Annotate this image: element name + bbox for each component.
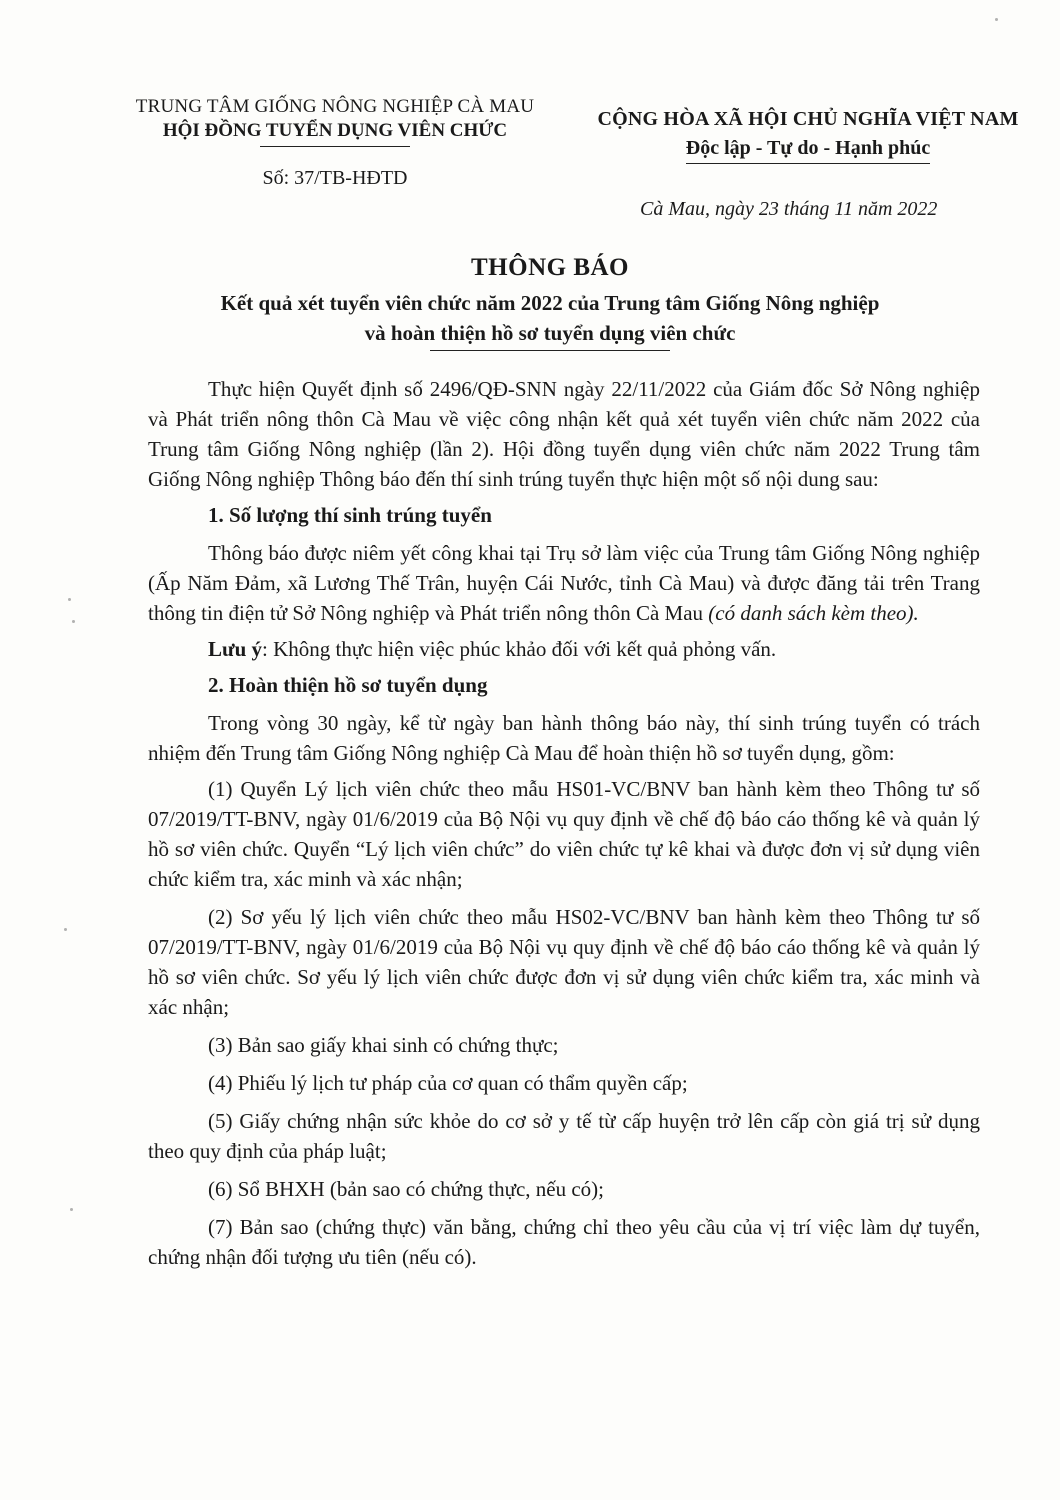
document-number: Số: 37/TB-HĐTD	[262, 167, 408, 189]
section-2-heading: 2. Hoàn thiện hồ sơ tuyển dụng	[208, 673, 488, 697]
national-title: CỘNG HÒA XÃ HỘI CHỦ NGHĨA VIỆT NAM	[597, 108, 1019, 130]
subtitle-underline	[430, 350, 670, 351]
document-subtitle	[150, 288, 950, 348]
subtitle-line-2: và hoàn thiện hồ sơ tuyển dụng viên chức	[364, 321, 736, 345]
scan-speck	[995, 18, 998, 21]
national-header	[578, 108, 1038, 164]
intro-paragraph: Thực hiện Quyết định số 2496/QĐ-SNN ngày 22/11/2022 của Giám đốc Sở Nông nghiệp và Phát triển nông thôn Cà Mau về việc công nhận kết quả xét tuyển viên chức năm 2022 của Trung tâm Giống Nông nghiệp (lần 2). Hội đồng tuyển dụng viên chức năm 2022 Trung tâm Giống Nông nghiệp Thông báo đến thí sinh trúng tuyển thực hiện một số nội dung sau:	[148, 377, 980, 491]
section-2-paragraph: Trong vòng 30 ngày, kể từ ngày ban hành thông báo này, thí sinh trúng tuyển có trách nhiệm đến Trung tâm Giống Nông nghiệp Cà Mau để hoàn thiện hồ sơ tuyển dụng, gồm:	[148, 711, 980, 765]
scan-speck	[70, 1208, 73, 1211]
title-block	[150, 254, 950, 351]
section-1-text: Thông báo được niêm yết công khai tại Trụ sở làm việc của Trung tâm Giống Nông nghiệp (Ấp Năm Đảm, xã Lương Thế Trân, huyện Cái Nước, tỉnh Cà Mau) và được đăng tải trên Trang thông tin điện tử Sở Nông nghiệp và Phát triển nông thôn Cà Mau	[148, 541, 980, 625]
issuer-underline	[260, 146, 410, 147]
note-text: : Không thực hiện việc phúc khảo đối với kết quả phỏng vấn.	[262, 637, 777, 661]
issuer-block	[100, 96, 570, 190]
requirement-item-4: (4) Phiếu lý lịch tư pháp của cơ quan có thẩm quyền cấp;	[208, 1071, 688, 1095]
scan-speck	[68, 598, 71, 601]
document-body	[148, 374, 980, 1280]
document-title: THÔNG BÁO	[471, 254, 629, 281]
section-1-heading: 1. Số lượng thí sinh trúng tuyển	[208, 503, 492, 527]
section-1-paragraph	[148, 538, 980, 628]
note-paragraph	[148, 634, 980, 664]
note-label: Lưu ý	[208, 637, 263, 661]
subtitle-line-1: Kết quả xét tuyển viên chức năm 2022 của Trung tâm Giống Nông nghiệp	[220, 291, 880, 315]
requirement-item-2: (2) Sơ yếu lý lịch viên chức theo mẫu HS02-VC/BNV ban hành kèm theo Thông tư số 07/2019/TT-BNV, ngày 01/6/2019 của Bộ Nội vụ quy định về chế độ báo cáo thống kê và quản lý hồ sơ viên chức. Sơ yếu lý lịch viên chức được đơn vị sử dụng viên chức kiểm tra, xác minh và xác nhận;	[148, 905, 980, 1019]
requirement-item-5: (5) Giấy chứng nhận sức khỏe do cơ sở y tế từ cấp huyện trở lên cấp còn giá trị sử dụng theo quy định của pháp luật;	[148, 1109, 980, 1163]
scan-speck	[64, 928, 67, 931]
scan-speck	[72, 620, 75, 623]
issuing-council: HỘI ĐỒNG TUYỂN DỤNG VIÊN CHỨC	[162, 120, 508, 141]
attachment-note: (có danh sách kèm theo).	[708, 601, 919, 625]
date-place: Cà Mau, ngày 23 tháng 11 năm 2022	[640, 198, 938, 220]
national-motto: Độc lập - Tự do - Hạnh phúc	[686, 137, 930, 164]
requirement-item-6: (6) Sổ BHXH (bản sao có chứng thực, nếu có);	[208, 1177, 605, 1201]
parent-organization: TRUNG TÂM GIỐNG NÔNG NGHIỆP CÀ MAU	[135, 96, 535, 117]
requirement-item-3: (3) Bản sao giấy khai sinh có chứng thực;	[208, 1033, 559, 1057]
requirement-item-7: (7) Bản sao (chứng thực) văn bằng, chứng chỉ theo yêu cầu của vị trí việc làm dự tuyển, chứng nhận đối tượng ưu tiên (nếu có).	[148, 1215, 980, 1269]
requirement-item-1: (1) Quyển Lý lịch viên chức theo mẫu HS01-VC/BNV ban hành kèm theo Thông tư số 07/2019/TT-BNV, ngày 01/6/2019 của Bộ Nội vụ quy định về chế độ báo cáo thống kê và quản lý hồ sơ viên chức. Quyển “Lý lịch viên chức” do viên chức tự kê khai và được đơn vị sử dụng viên chức kiểm tra, xác minh và xác nhận;	[148, 777, 980, 891]
